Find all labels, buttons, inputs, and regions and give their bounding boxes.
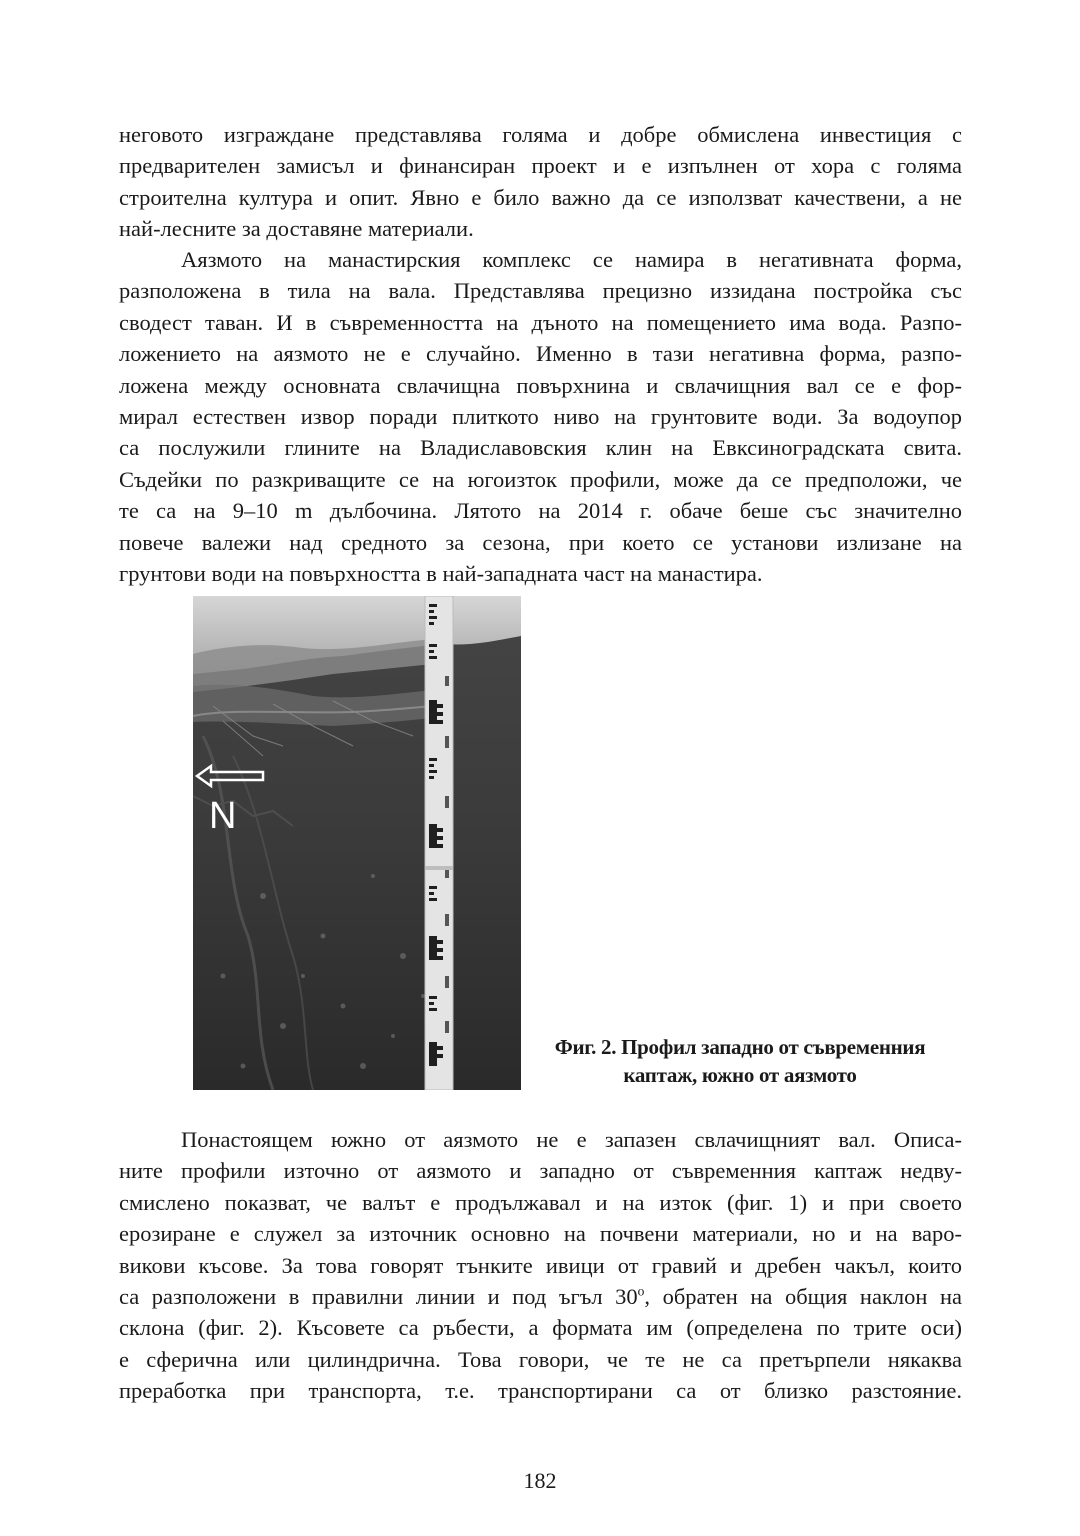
text-line: те са на 9–10 m дълбочина. Лятото на 2014 г. обаче беше със значително <box>119 498 962 524</box>
text-line <box>119 1281 962 1312</box>
text-line: строителна култура и опит. Явно е било важно да се използват качествени, а не <box>119 184 962 210</box>
north-label: N <box>209 795 237 837</box>
paragraph-2 <box>119 244 962 589</box>
text-line: ложението на аязмото не е случайно. Именно в тази негативна форма, разпо- <box>119 341 962 367</box>
text-line: предварителен замисъл и финансиран проект и е изпълнен от хора с голяма <box>119 153 962 179</box>
text-line: ерозиране е служел за източник основно на почвени материали, но и на варо- <box>119 1221 962 1247</box>
text-line: склона (фиг. 2). Късовете са ръбести, а формата им (определена по трите оси) <box>119 1315 962 1341</box>
caption-line: каптаж, южно от аязмото <box>623 1063 857 1087</box>
text-line: Аязмото на манастирския комплекс се намира в негативната форма, <box>181 247 962 272</box>
text-line: неговото изграждане представлява голяма и добре обмислена инвестиция с <box>119 122 962 147</box>
soil-profile-photo <box>193 596 521 1090</box>
text-line: е сферична или цилиндрична. Това говори, че те не са претърпели някаква <box>119 1346 962 1372</box>
text-fragment: , обратен на общия наклон на <box>644 1284 962 1310</box>
text-line: грунтови води на повърхността в най-западната част на манастира. <box>119 561 763 587</box>
degree-superscript: o <box>637 1283 645 1299</box>
page-number: 182 <box>523 1468 557 1493</box>
text-line: мирал естествен извор поради плиткото ниво на грунтовите води. За водоупор <box>119 404 962 430</box>
text-line: ните профили източно от аязмото и западно от съвременния каптаж недву- <box>119 1158 962 1184</box>
text-line: Съдейки по разкриващите се на югоизток профили, може да се предположи, че <box>119 466 962 492</box>
text-line: Понастоящем южно от аязмото не е запазен свлачищният вал. Описа- <box>181 1127 962 1152</box>
paragraph-3 <box>119 1124 962 1407</box>
text-line: преработка при транспорта, т.е. транспортирани са от близко разстояние. <box>119 1378 962 1404</box>
text-line: сводест таван. И в съвременността на дъното на помещението има вода. Разпо- <box>119 309 962 335</box>
text-line: повече валежи над средното за сезона, при което се установи излизане на <box>119 529 962 555</box>
text-fragment: са разположени в правилни линии и под ъгъл 30 <box>119 1284 638 1310</box>
figure-caption <box>530 1033 950 1089</box>
text-line: разположена в тила на вала. Представлява прецизно иззидана постройка със <box>119 278 962 304</box>
leveling-staff <box>425 596 453 1090</box>
paragraph-1 <box>119 119 962 245</box>
text-line: са послужили глините на Владиславовския клин на Евксиноградската свита. <box>119 435 962 461</box>
text-line: ложена между основната свлачищна повърхнина и свлачищния вал се е фор- <box>119 372 962 398</box>
text-line: смислено показват, че валът е продължавал и на изток (фиг. 1) и при своето <box>119 1189 962 1215</box>
text-line: викови късове. За това говорят тънките ивици от гравий и дребен чакъл, които <box>119 1252 962 1278</box>
caption-line: Фиг. 2. Профил западно от съвременния <box>554 1035 926 1059</box>
text-line: най-лесните за доставяне материали. <box>119 216 474 242</box>
